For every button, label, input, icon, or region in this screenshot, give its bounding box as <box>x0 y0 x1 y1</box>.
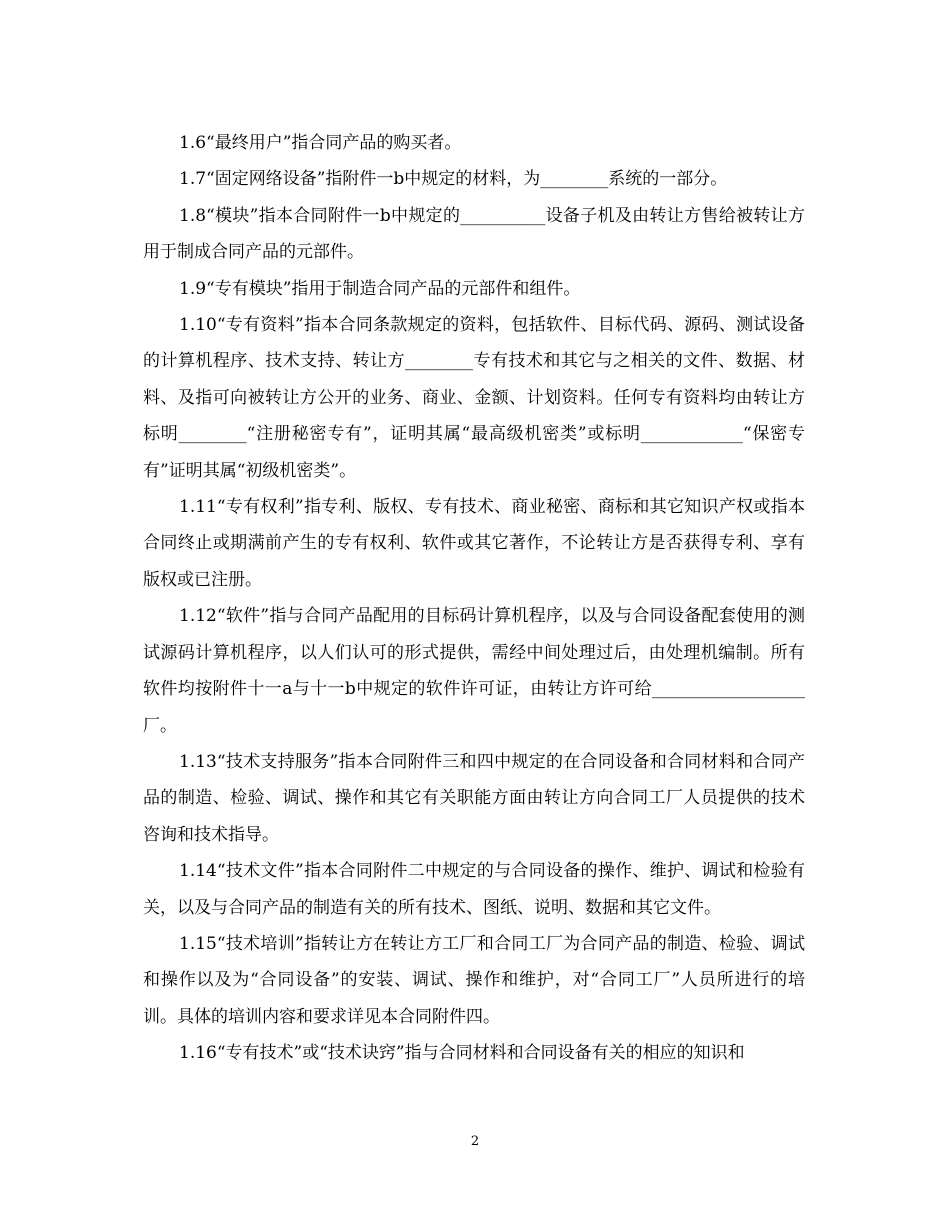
clause-1-6: 1.6“最终用户”指合同产品的购买者。 <box>179 133 462 153</box>
clause-1-14: 1.14“技术文件”指本合同附件二中规定的与合同设备的操作、维护、调试和检验有关，以及与合同产品的制造有关的所有技术、图纸、说明、数据和其它文件。 <box>143 861 805 918</box>
clause-1-11: 1.11“专有权利”指专利、版权、专有技术、商业秘密、商标和其它知识产权或指本合同终止或期满前产生的专有权利、软件或其它著作，不论转让方是否获得专利、享有版权或已注册。 <box>143 497 805 590</box>
clause-1-8: 1.8“模块”指本合同附件一b中规定的__________设备子机及由转让方售给被转让方用于制成合同产品的元部件。 <box>143 205 805 263</box>
clause-1-12: 1.12“软件”指与合同产品配用的目标码计算机程序，以及与合同设备配套使用的测试源码计算机程序，以人们认可的形式提供，需经中间处理过后，由处理机编制。所有软件均按附件十一a与十一b中规定的软件许可证，由转让方许可给__________________厂。 <box>143 606 805 736</box>
page-number: 2 <box>470 1134 480 1149</box>
clause-1-15: 1.15“技术培训”指转让方在转让方工厂和合同工厂为合同产品的制造、检验、调试和操作以及为“合同设备”的安装、调试、操作和维护，对“合同工厂”人员所进行的培训。具体的培训内容和要求详见本合同附件四。 <box>143 933 805 1027</box>
clause-1-13: 1.13“技术支持服务”指本合同附件三和四中规定的在合同设备和合同材料和合同产品的制造、检验、调试、操作和其它有关职能方面由转让方向合同工厂人员提供的技术咨询和技术指导。 <box>143 751 805 845</box>
clause-1-10: 1.10“专有资料”指本合同条款规定的资料，包括软件、目标代码、源码、测试设备的计算机程序、技术支持、转让方________专有技术和其它与之相关的文件、数据、材料、及指可向被转让方公开的业务、商业、金额、计划资料。任何专有资料均由转让方标明________“注册秘密专有”，证明其属“最高级机密类”或标明____________“保密专有”证明其属“初级机密类”。 <box>143 315 805 481</box>
document-body <box>143 125 805 1072</box>
clause-1-16: 1.16“专有技术”或“技术诀窍”指与合同材料和合同设备有关的相应的知识和 <box>179 1043 745 1064</box>
clause-1-9: 1.9“专有模块”指用于制造合同产品的元部件和组件。 <box>179 278 581 299</box>
clause-1-7: 1.7“固定网络设备”指附件一b中规定的材料，为________系统的一部分。 <box>179 169 728 190</box>
